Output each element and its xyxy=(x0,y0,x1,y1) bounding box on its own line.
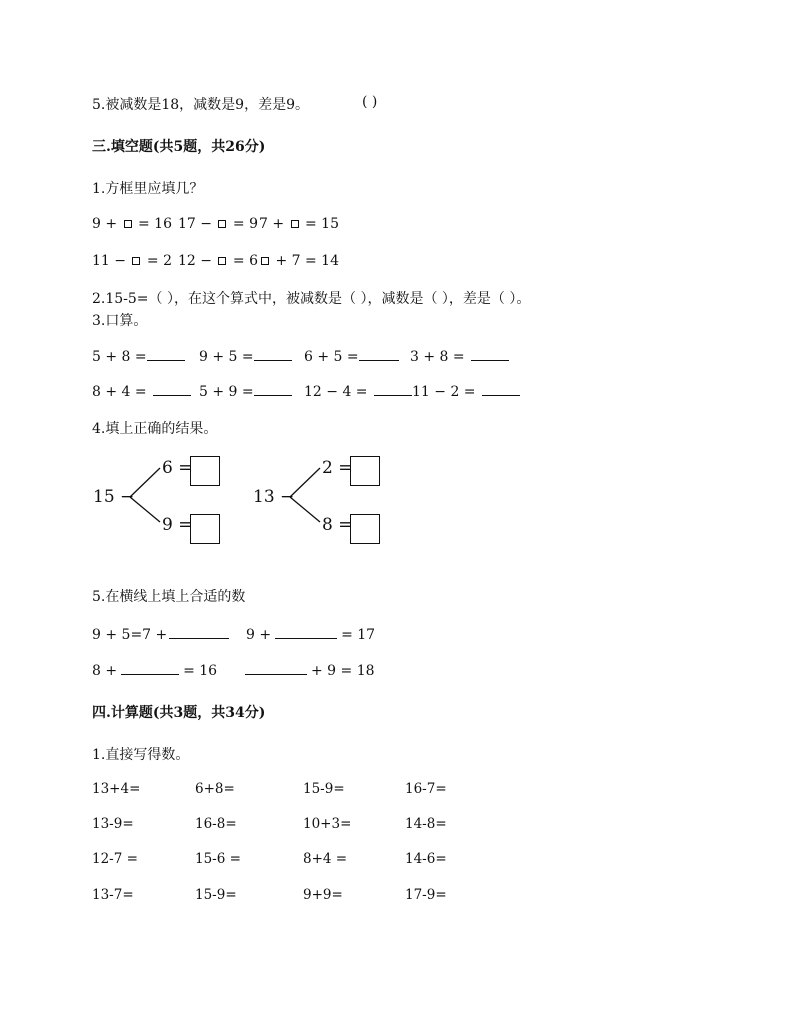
calc-item: 9+9= xyxy=(303,887,343,903)
calc-item: 15-6 = xyxy=(195,851,241,867)
question-5-prompt: 5.在横线上填上合适的数 xyxy=(92,589,246,605)
question-2: 2.15-5=（ ），在这个算式中，被减数是（ ），减数是（ ），差是（ ）。 xyxy=(92,291,531,307)
tree-branch-bottom: 9 = xyxy=(162,515,193,535)
tree-branch-top: 6 = xyxy=(162,458,193,478)
answer-blank[interactable] xyxy=(169,624,229,639)
calc-item: 12-7 = xyxy=(92,851,138,867)
blank-equation: 9 + 5=7 + xyxy=(92,624,229,643)
answer-box[interactable] xyxy=(350,456,380,486)
calc-item: 13+4= xyxy=(92,781,141,797)
judge-question-5: 5.被减数是18，减数是9，差是9。 xyxy=(92,97,309,113)
question-3-prompt: 3.口算。 xyxy=(92,313,148,329)
calc-item: 10+3= xyxy=(303,816,352,832)
question-4-prompt: 4.填上正确的结果。 xyxy=(92,421,218,437)
section-title-calculation: 四.计算题(共3题，共34分) xyxy=(92,705,266,721)
calc-item: 16-8= xyxy=(195,816,237,832)
tree-branch-top: 2 = xyxy=(322,458,353,478)
answer-blank[interactable] xyxy=(275,624,337,639)
oral-calc-item: 6 + 5 = xyxy=(304,346,399,365)
calc-item: 15-9= xyxy=(303,781,345,797)
calc-item: 6+8= xyxy=(195,781,235,797)
box-equation: 7 + = 15 xyxy=(259,216,339,232)
calc-question-1-prompt: 1.直接写得数。 xyxy=(92,747,190,763)
box-equation: 9 + = 16 xyxy=(92,216,172,232)
blank-equation: 9 + = 17 xyxy=(246,624,375,643)
oral-calc-item: 9 + 5 = xyxy=(199,346,292,365)
box-equation: 12 − = 6 xyxy=(178,253,258,269)
question-1-prompt: 1.方框里应填几？ xyxy=(92,181,204,197)
box-equation: 17 − = 9 xyxy=(178,216,258,232)
box-equation: 11 − = 2 xyxy=(92,253,172,269)
calc-item: 16-7= xyxy=(405,781,447,797)
calc-item: 15-9= xyxy=(195,887,237,903)
answer-blank[interactable] xyxy=(121,660,179,675)
oral-calc-item: 3 + 8 = xyxy=(410,346,509,365)
tree-root: 13 − xyxy=(253,487,295,507)
answer-box[interactable] xyxy=(350,514,380,544)
tree-root: 15 − xyxy=(93,487,135,507)
blank-equation: 8 + = 16 xyxy=(92,660,217,679)
answer-parentheses[interactable]: ( ) xyxy=(362,94,378,110)
calc-item: 14-6= xyxy=(405,851,447,867)
oral-calc-item: 11 − 2 = xyxy=(412,381,520,400)
box-equation: + 7 = 14 xyxy=(259,253,339,269)
calc-item: 8+4 = xyxy=(303,851,348,867)
oral-calc-item: 5 + 8 = xyxy=(92,346,185,365)
oral-calc-item: 8 + 4 = xyxy=(92,381,191,400)
blank-equation: + 9 = 18 xyxy=(245,660,375,679)
answer-box[interactable] xyxy=(190,456,220,486)
section-title-fill-in: 三.填空题(共5题，共26分) xyxy=(92,139,266,155)
answer-box[interactable] xyxy=(190,514,220,544)
answer-blank[interactable] xyxy=(245,660,307,675)
calc-item: 13-7= xyxy=(92,887,134,903)
tree-branch-bottom: 8 = xyxy=(322,515,353,535)
oral-calc-item: 5 + 9 = xyxy=(199,381,292,400)
calc-item: 13-9= xyxy=(92,816,134,832)
calc-item: 14-8= xyxy=(405,816,447,832)
oral-calc-item: 12 − 4 = xyxy=(304,381,412,400)
calc-item: 17-9= xyxy=(405,887,447,903)
